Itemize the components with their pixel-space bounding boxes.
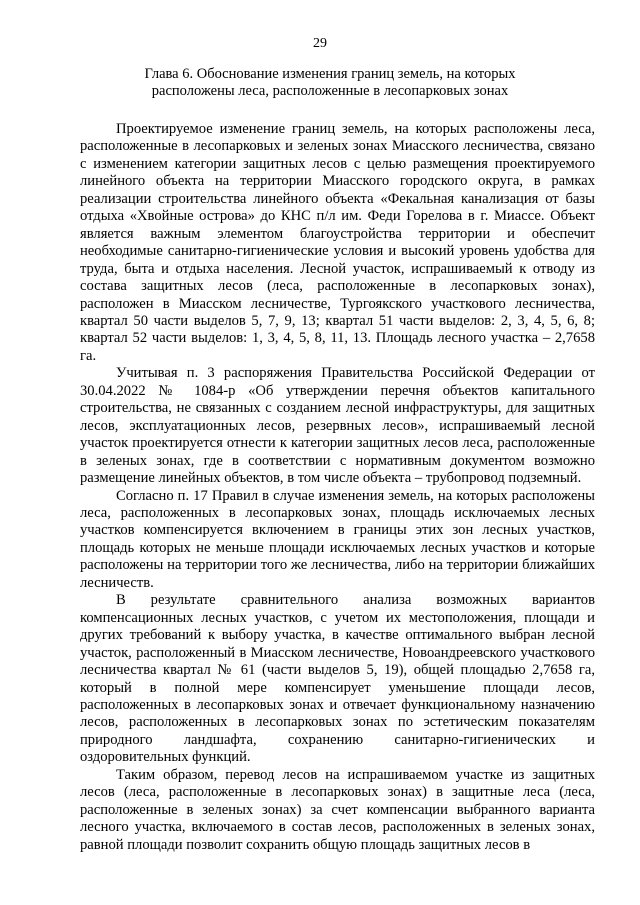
document-body [80,121,595,854]
paragraph-3: Согласно п. 17 Правил в случае изменения земель, на которых расположены леса, расположенных в лесопарковых зонах, площадь исключаемых лесных участков компенсируется включением в границы этих зон лесных участков, площадь которых не меньше площади исключаемых лесных участков и которые расположены на территории того же лесничества, либо на территории ближайших лесничеств. [80,487,595,591]
page-number: 29 [313,36,327,51]
paragraph-4: В результате сравнительного анализа возможных вариантов компенсационных лесных участков, с учетом их местоположения, площади и других требований к выбору участка, в качестве оптимального выбран лесной участок, расположенный в Миасском лесничестве, Новоандреевского участкового лесничества квартал № 61 (части выделов 5, 19), общей площадью 2,7658 га, который в полной мере компенсирует уменьшение площади лесов, расположенных в лесопарковых зонах и отвечает функциональному назначению лесов, расположенных в лесопарковых зонах по эстетическим показателям природного ландшафта, сохранению санитарно-гигиенических и оздоровительных функций. [80,592,595,766]
chapter-heading [80,66,580,100]
paragraph-5: Таким образом, перевод лесов на испрашиваемом участке из защитных лесов (леса, расположенные в лесопарковых зонах) в защитные леса (леса, расположенные в зеленых зонах) за счет компенсации выбранного варианта лесного участка, включаемого в состав лесов, расположенных в зеленых зонах, равной площади позволит сохранить общую площадь защитных лесов в [80,766,595,853]
paragraph-2: Учитывая п. 3 распоряжения Правительства Российской Федерации от 30.04.2022 № 1084-р «Об утверждении перечня объектов капитального строительства, не связанных с созданием лесной инфраструктуры, для защитных лесов, эксплуатационных лесов, резервных лесов», испрашиваемый лесной участок проектируется отнести к категории защитных лесов леса, расположенные в зеленых зонах, где в соответствии с нормативным документом возможно размещение линейных объектов, в том числе объекта – трубопровод подземный. [80,365,595,487]
chapter-heading-line-2: расположены леса, расположенные в лесопарковых зонах [151,83,509,99]
paragraph-1: Проектируемое изменение границ земель, на которых расположены леса, расположенные в лесопарковых и зеленых зонах Миасского лесничества, связано с изменением категории защитных лесов с целью размещения проектируемого линейного объекта на территории Миасского городского округа, в рамках реализации строительства линейного объекта «Фекальная канализация от базы отдыха «Хвойные острова» до КНС п/л им. Феди Горелова в г. Миассе. Объект является важным элементом благоустройства территории и обеспечит необходимые санитарно-гигиенические условия и высокий уровень удобства для труда, быта и отдыха населения. Лесной участок, испрашиваемый к отводу из состава защитных лесов (леса, расположенные в лесопарковых зонах), расположен в Миасском лесничестве, Тургоякского участкового лесничества, квартал 50 части выделов 5, 7, 9, 13; квартал 51 части выделов: 2, 3, 4, 5, 6, 8; квартал 52 части выделов: 1, 3, 4, 5, 8, 11, 13. Площадь лесного участка – 2,7658 га. [80,121,595,364]
chapter-heading-line-1: Глава 6. Обоснование изменения границ земель, на которых [144,66,516,82]
